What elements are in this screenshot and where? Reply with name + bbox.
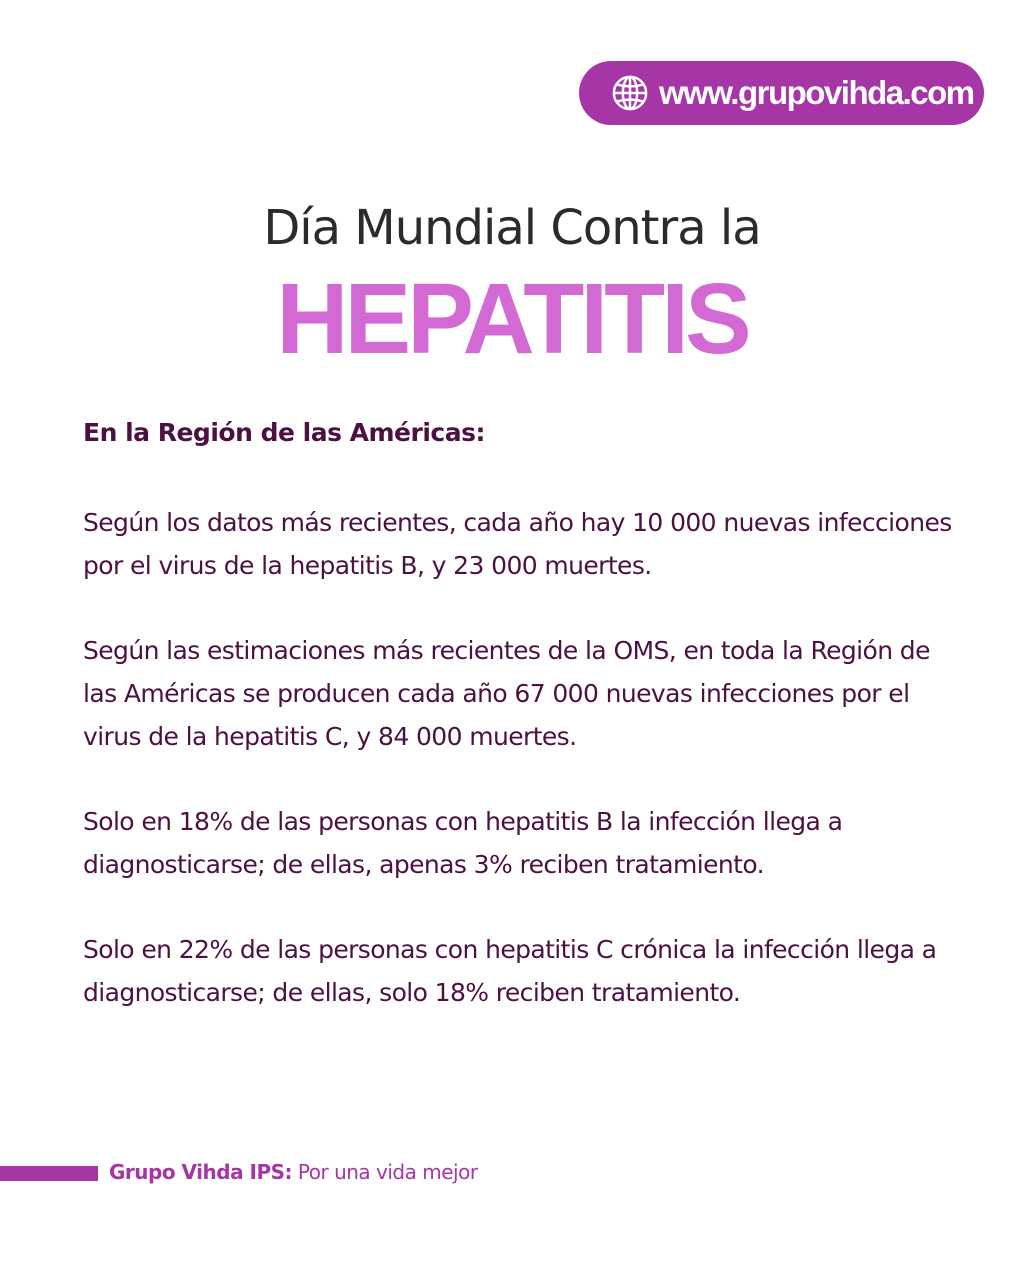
- globe-icon: [611, 74, 649, 112]
- website-link[interactable]: [579, 61, 984, 125]
- website-url: www.grupovihda.com: [659, 74, 974, 111]
- title-hepatitis: HEPATITIS: [276, 263, 748, 375]
- footer-tagline: [109, 1160, 478, 1184]
- title-line-1: Día Mundial Contra la: [263, 200, 761, 256]
- paragraph-hepatitis-c-infections: Según las estimaciones más recientes de la OMS, en toda la Región de las Américas se producen cada año 67 000 nuevas infecciones por el virus de la hepatitis C, y 84 000 muertes.: [83, 636, 930, 751]
- footer-accent-bar: [0, 1166, 98, 1181]
- paragraph-hepatitis-c-diagnosis: Solo en 22% de las personas con hepatitis C crónica la infección llega a diagnosticarse; de ellas, solo 18% reciben tratamiento.: [83, 935, 937, 1007]
- main-content: [83, 418, 953, 1056]
- paragraph-hepatitis-b-infections: Según los datos más recientes, cada año hay 10 000 nuevas infecciones por el virus de la hepatitis B, y 23 000 muertes.: [83, 508, 952, 580]
- paragraph-hepatitis-b-diagnosis: Solo en 18% de las personas con hepatitis B la infección llega a diagnosticarse; de ellas, apenas 3% reciben tratamiento.: [83, 807, 843, 879]
- region-subheading: En la Región de las Américas:: [83, 418, 485, 447]
- footer-brand: Grupo Vihda IPS:: [109, 1160, 293, 1184]
- footer-slogan: Por una vida mejor: [292, 1160, 478, 1184]
